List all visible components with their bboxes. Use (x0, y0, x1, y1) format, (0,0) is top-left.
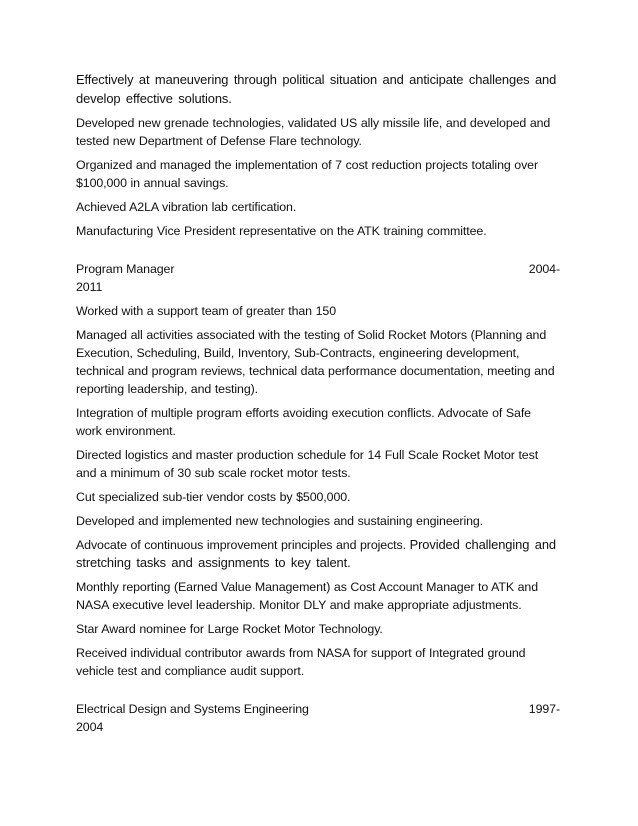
paragraph-monthly-reporting: Monthly reporting (Earned Value Management) as Cost Account Manager to ATK and NASA executive level leadership. Monitor DLY and make appropriate adjustments. (76, 580, 539, 612)
paragraph-vendor-costs: Cut specialized sub-tier vendor costs by $500,000. (76, 490, 351, 504)
paragraph-support-team: Worked with a support team of greater than 150 (76, 304, 336, 318)
role-years-end: 2004 (76, 720, 104, 734)
paragraph-new-technologies: Developed and implemented new technologies and sustaining engineering. (76, 514, 484, 528)
section-spacer (76, 686, 560, 700)
role-years-end: 2011 (76, 280, 103, 294)
paragraph-solid-rocket-motors: Managed all activities associated with the testing of Solid Rocket Motors (Planning and Execution, Scheduling, Build, Inventory, Sub-Contracts, engineering development, technical and program reviews, technical data performance documentation, meeting and reporting leadership, and testing). (76, 328, 555, 396)
advocate-tail-text: Provided challenging and stretching tasks and assignments to key talent. (76, 537, 556, 570)
role-years-start: 2004- (528, 262, 560, 276)
paragraph-nasa-awards: Received individual contributor awards from NASA for support of Integrated ground vehicle test and compliance audit support. (76, 646, 526, 678)
paragraph-continuous-improvement (76, 536, 560, 572)
role-title: Electrical Design and Systems Engineering (76, 702, 309, 716)
paragraph-political-situations: Effectively at maneuvering through political situation and anticipate challenges and develop effective solutions. (76, 72, 557, 106)
role-heading-electrical-design (76, 700, 560, 736)
paragraph-a2la-certification: Achieved A2LA vibration lab certification. (76, 200, 297, 214)
paragraph-cost-reduction: Organized and managed the implementation of 7 cost reduction projects totaling over $100,000 in annual savings. (76, 158, 538, 190)
paragraph-logistics-schedule: Directed logistics and master production schedule for 14 Full Scale Rocket Motor test and a minimum of 30 sub scale rocket motor tests. (76, 448, 539, 480)
paragraph-training-committee: Manufacturing Vice President representative on the ATK training committee. (76, 224, 487, 238)
paragraph-grenade-technologies: Developed new grenade technologies, validated US ally missile life, and developed and tested new Department of Defense Flare technology. (76, 116, 551, 148)
role-years-start: 1997- (528, 702, 560, 716)
role-title: Program Manager (76, 262, 175, 276)
paragraph-star-award: Star Award nominee for Large Rocket Motor Technology. (76, 622, 383, 636)
section-spacer (76, 246, 560, 260)
role-heading-program-manager (76, 260, 560, 296)
paragraph-program-integration: Integration of multiple program efforts avoiding execution conflicts. Advocate of Safe work environment. (76, 406, 531, 438)
resume-page (76, 70, 560, 742)
advocate-lead-text: Advocate of continuous improvement principles and projects. (76, 538, 410, 552)
